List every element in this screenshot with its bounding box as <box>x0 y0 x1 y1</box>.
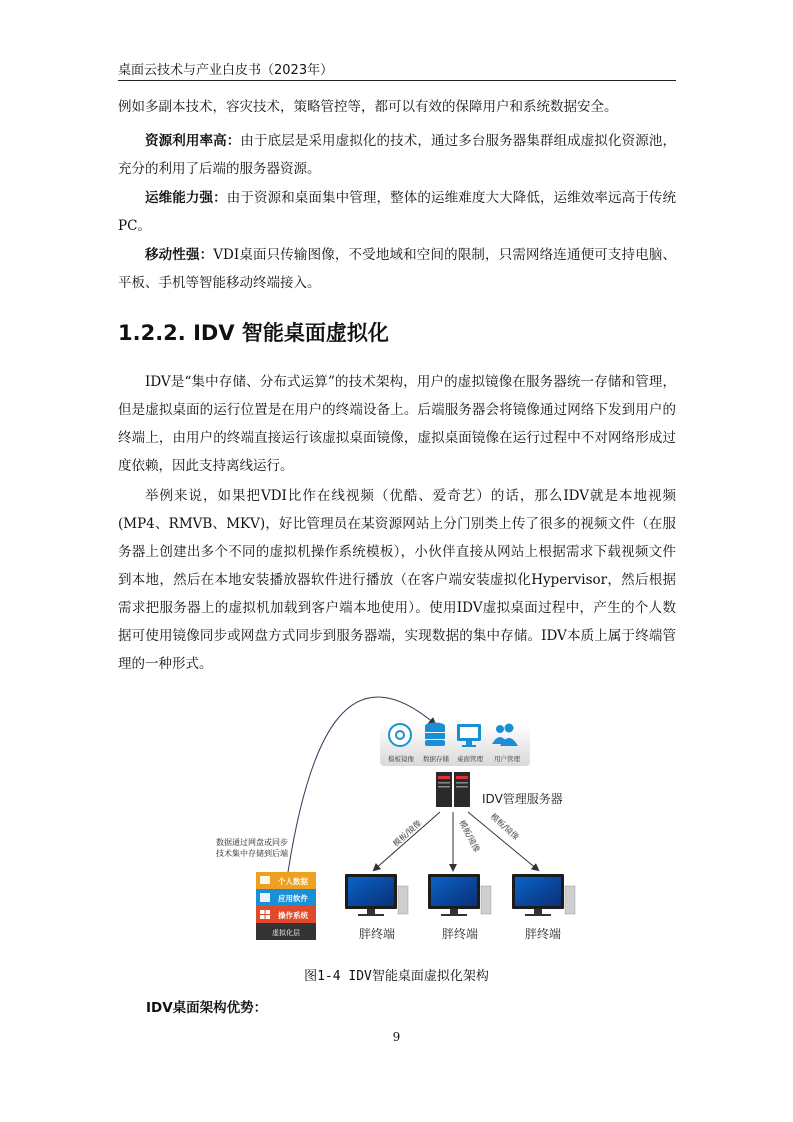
sync-note-line1: 数据通过网盘或同步 <box>216 838 288 847</box>
fat-terminal-3 <box>512 874 575 916</box>
label-operations: 运维能力强： <box>145 190 227 206</box>
arrow-label-right: 模板/镜像 <box>488 811 521 842</box>
text-mobility: VDI桌面只传输图像，不受地域和空间的限制，只需网络连通便可支持电脑、平板、手机等智能移动终端接入。 <box>118 247 677 291</box>
text-operations: 由于资源和桌面集中管理，整体的运维难度大大降低，运维效率远高于传统PC。 <box>118 190 677 234</box>
folder-icon <box>260 876 270 884</box>
paragraph-operations <box>118 184 676 240</box>
paragraph-mobility <box>118 241 676 297</box>
text-resource-utilization: 由于底层是采用虚拟化的技术，通过多台服务器集群组成虚拟化资源池，充分的利用了后端的服务器资源。 <box>118 133 677 177</box>
terminal-label-1: 胖终端 <box>358 927 396 941</box>
page-number: 9 <box>392 1030 401 1044</box>
fat-terminal-2 <box>428 874 491 916</box>
arrow-label-center: 模板/镜像 <box>457 818 482 854</box>
stack-label-virtualization: 虚拟化层 <box>272 929 300 937</box>
stack-label-os: 操作系统 <box>278 911 308 920</box>
service-label-template: 模板镜像 <box>388 755 414 763</box>
server-label: IDV管理服务器 <box>482 792 563 806</box>
header-rule <box>118 80 676 81</box>
database-icon <box>425 723 445 747</box>
sync-curve <box>288 697 435 872</box>
arrow-left <box>374 812 440 870</box>
paragraph-security: 例如多副本技术，容灾技术，策略管控等，都可以有效的保障用户和系统数据安全。 <box>118 99 618 115</box>
paragraph-idv-intro: IDV是“集中存储、分布式运算”的技术架构，用户的虚拟镜像在服务器统一存储和管理，但是虚拟桌面的运行位置是在用户的终端设备上。后端服务器会将镜像通过网络下发到用户的终端上，由用户的终端直接运行该虚拟桌面镜像，虚拟桌面镜像在运行过程中不对网络形成过度依赖，因此支持离线运行。 <box>118 374 676 474</box>
label-resource-utilization: 资源利用率高： <box>145 133 241 149</box>
terminal-label-3: 胖终端 <box>524 927 562 941</box>
section-heading: 1.2.2. IDV 智能桌面虚拟化 <box>118 321 389 345</box>
idv-architecture-diagram <box>200 662 600 952</box>
sync-note-line2: 技术集中存储到后端 <box>216 849 288 858</box>
service-label-desktop: 桌面管理 <box>457 755 483 763</box>
label-mobility: 移动性强： <box>145 247 214 263</box>
advantages-subheading: IDV桌面架构优势： <box>146 1000 268 1016</box>
arrow-label-left: 模板/镜像 <box>391 818 424 849</box>
service-label-user: 用户管理 <box>494 755 520 763</box>
paragraph-resource-utilization <box>118 127 676 183</box>
paragraph-idv-example: 举例来说，如果把VDI比作在线视频（优酷、爱奇艺）的话，那么IDV就是本地视频(MP4、RMVB、MKV)，好比管理员在某资源网站上分门别类上传了很多的视频文件（在服务器上创建出多个不同的虚拟机操作系统模板），小伙伴直接从网站上根据需求下载视频文件到本地，然后在本地安装播放器软件进行播放（在客户端安装虚拟化Hypervisor，然后根据需求把服务器上的虚拟机加载到客户端本地使用）。使用IDV虚拟桌面过程中，产生的个人数据可使用镜像同步或网盘方式同步到服务器端，实现数据的集中存储。IDV本质上属于终端管理的一种形式。 <box>118 488 676 672</box>
header-title: 桌面云技术与产业白皮书（2023年） <box>118 63 334 78</box>
stack-label-personal-data: 个人数据 <box>278 877 308 886</box>
figure-caption: 图1-4 IDV智能桌面虚拟化架构 <box>304 969 489 984</box>
disc-icon <box>389 724 411 746</box>
app-icon <box>260 893 270 902</box>
server-icon <box>436 772 470 807</box>
stack-label-apps: 应用软件 <box>278 894 308 903</box>
service-label-storage: 数据存储 <box>423 755 449 763</box>
terminal-label-2: 胖终端 <box>441 927 479 941</box>
fat-terminal-1 <box>345 874 408 916</box>
